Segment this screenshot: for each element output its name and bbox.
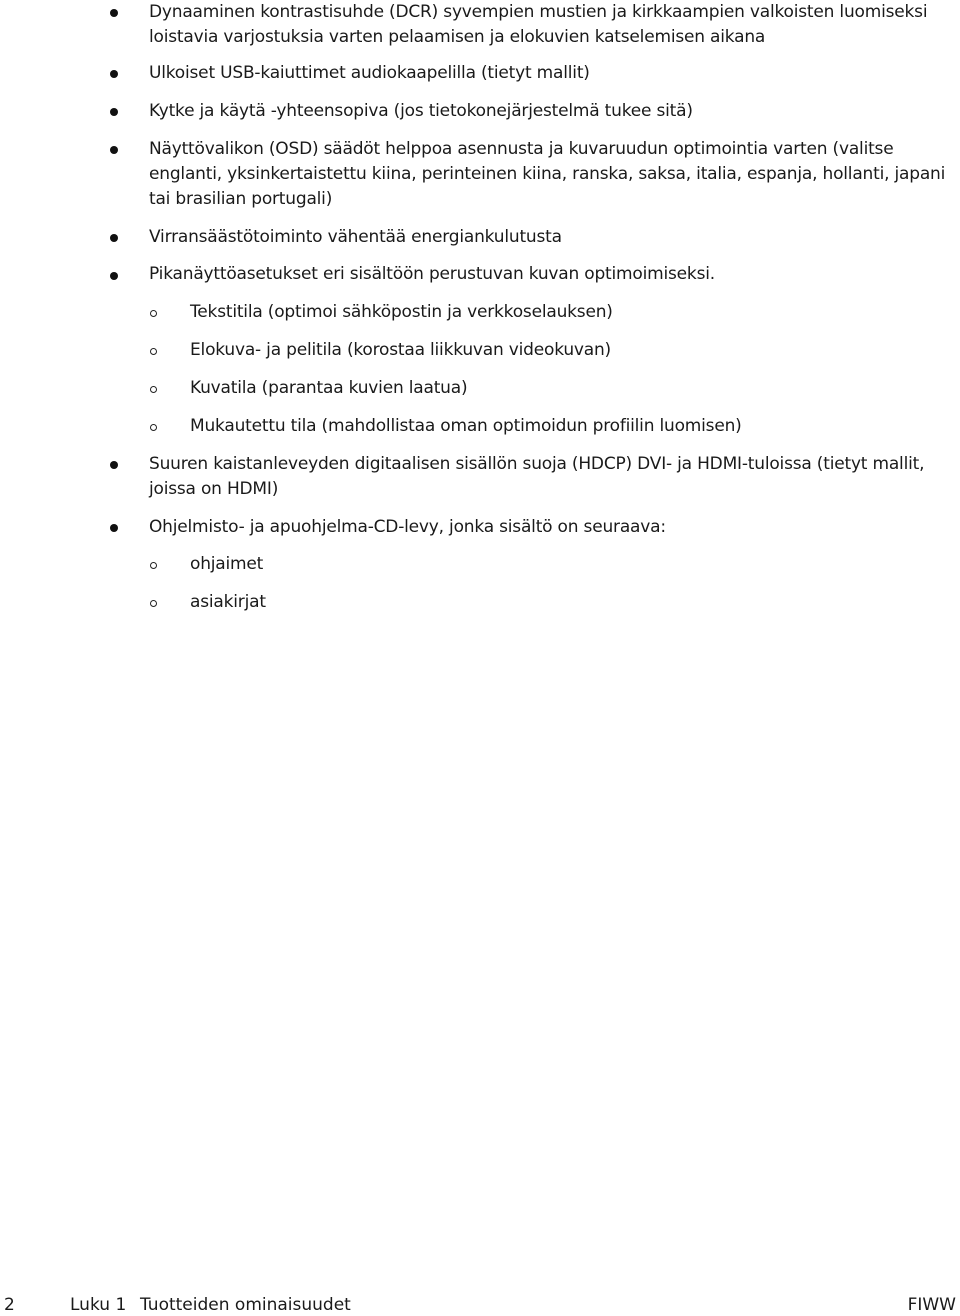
sub-list-bullet — [150, 310, 157, 317]
sub-list-bullet — [150, 562, 157, 569]
list-bullet — [110, 524, 118, 532]
sub-list-item-movie-game-mode: Elokuva- ja pelitila (korostaa liikkuvan videokuvan) — [190, 340, 611, 360]
sub-list-item-drivers: ohjaimet — [190, 554, 264, 574]
list-bullet — [110, 461, 118, 469]
list-bullet — [110, 146, 118, 154]
sub-list-bullet — [150, 424, 157, 431]
sub-list-item-custom-mode: Mukautettu tila (mahdollistaa oman optimoidun profiilin luomisen) — [190, 416, 742, 436]
list-bullet — [110, 9, 118, 17]
list-item-dcr: Dynaaminen kontrastisuhde (DCR) syvempien mustien ja kirkkaampien valkoisten luomiseksi loistavia varjostuksia varten pelaamisen ja elokuvien katselemisen aikana — [149, 2, 928, 47]
list-bullet — [110, 70, 118, 78]
list-bullet — [110, 234, 118, 242]
sub-list-bullet — [150, 348, 157, 355]
page-number: 2 — [4, 1295, 15, 1315]
sub-list-bullet — [150, 386, 157, 393]
list-item-hdcp: Suuren kaistanleveyden digitaalisen sisällön suoja (HDCP) DVI- ja HDMI-tuloissa (tietyt mallit, joissa on HDMI) — [149, 454, 925, 499]
locale-code: FIWW — [907, 1295, 956, 1315]
list-bullet — [110, 108, 118, 116]
list-item-usb-speakers: Ulkoiset USB-kaiuttimet audiokaapelilla (tietyt mallit) — [149, 63, 590, 83]
list-bullet — [110, 272, 118, 280]
chapter-title: Tuotteiden ominaisuudet — [140, 1295, 351, 1315]
list-item-plug-and-play: Kytke ja käytä -yhteensopiva (jos tietokonejärjestelmä tukee sitä) — [149, 101, 693, 121]
list-item-quickview: Pikanäyttöasetukset eri sisältöön perustuvan kuvan optimoimiseksi. — [149, 264, 715, 284]
chapter-label: Luku 1 — [70, 1295, 127, 1315]
list-item-cd: Ohjelmisto- ja apuohjelma-CD-levy, jonka sisältö on seuraava: — [149, 517, 666, 537]
list-item-power-saver: Virransäästötoiminto vähentää energiankulutusta — [149, 227, 562, 247]
sub-list-bullet — [150, 600, 157, 607]
sub-list-item-text-mode: Tekstitila (optimoi sähköpostin ja verkkoselauksen) — [190, 302, 613, 322]
sub-list-item-image-mode: Kuvatila (parantaa kuvien laatua) — [190, 378, 468, 398]
sub-list-item-documents: asiakirjat — [190, 592, 266, 612]
list-item-osd: Näyttövalikon (OSD) säädöt helppoa asennusta ja kuvaruudun optimointia varten (valitse englanti, yksinkertaistettu kiina, perinteinen kiina, ranska, saksa, italia, espanja, hollanti, japani tai brasilian portugali) — [149, 139, 946, 209]
